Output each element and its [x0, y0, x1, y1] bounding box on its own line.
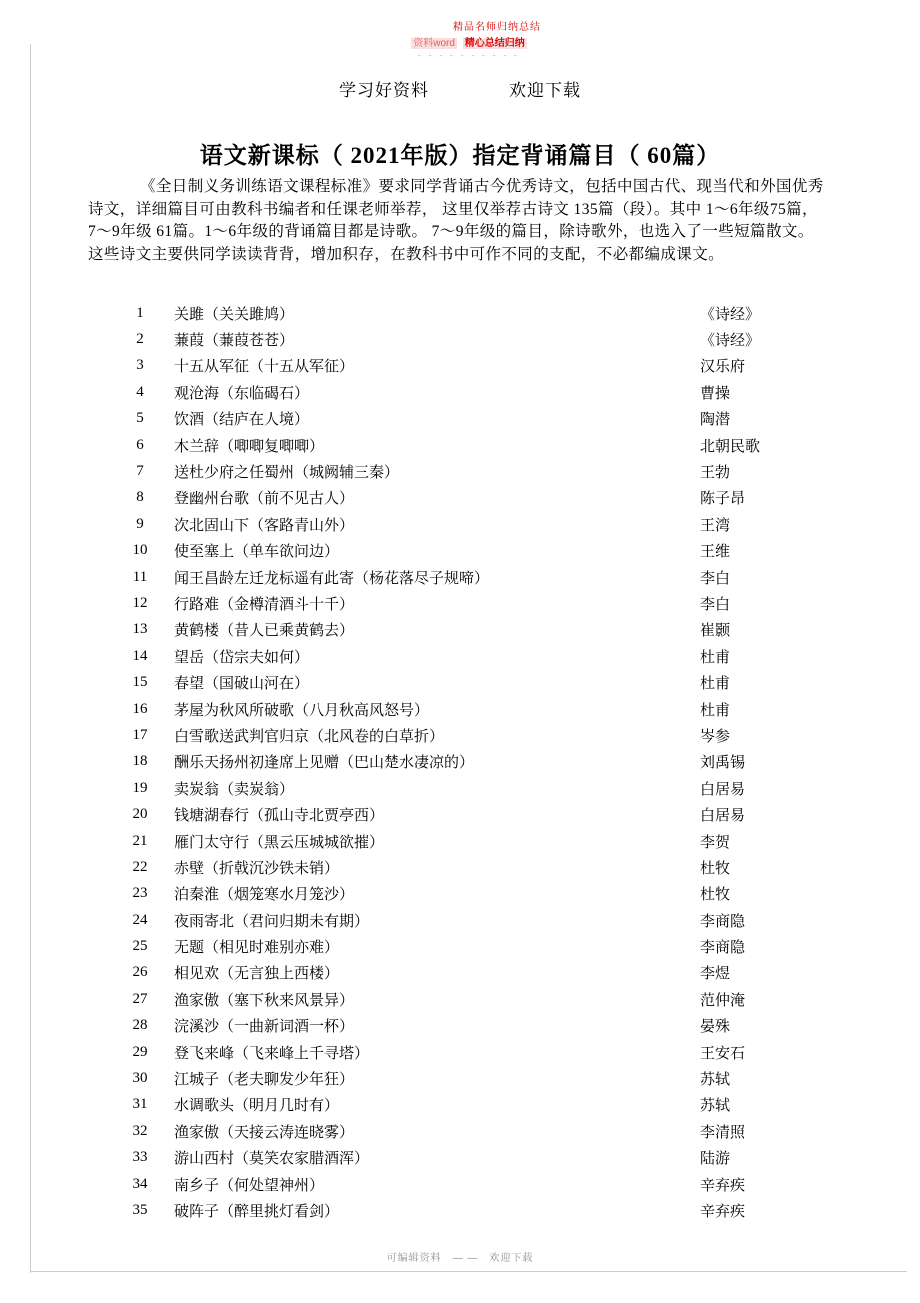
poem-title: 泊秦淮（烟笼寒水月笼沙） — [174, 887, 355, 904]
poem-author: 陆游 — [700, 1151, 731, 1168]
poem-number: 35 — [132, 1201, 148, 1218]
list-item — [0, 749, 920, 775]
watermark-line2 — [0, 38, 920, 51]
poem-number: 31 — [132, 1096, 148, 1113]
poem-author: 苏轼 — [700, 1072, 731, 1089]
list-item — [0, 1145, 920, 1171]
poem-author: 李煜 — [700, 966, 731, 983]
list-item — [0, 1013, 920, 1039]
list-item — [0, 379, 920, 405]
poem-number: 12 — [132, 594, 148, 611]
poem-author: 王维 — [700, 544, 731, 561]
poem-title: 水调歌头（明月几时有） — [174, 1098, 340, 1115]
list-item — [0, 300, 920, 326]
poem-author: 李白 — [700, 596, 731, 613]
poem-number: 25 — [132, 938, 148, 955]
poem-title: 饮酒（结庐在人境） — [174, 412, 310, 429]
poem-number: 24 — [132, 911, 148, 928]
watermark — [0, 22, 920, 61]
poem-number: 29 — [132, 1043, 148, 1060]
poem-author: 李贺 — [700, 834, 731, 851]
watermark-tag-word: 资料word — [413, 37, 455, 49]
poem-author: 杜甫 — [700, 649, 731, 666]
list-item — [0, 511, 920, 537]
poem-author: 杜牧 — [700, 887, 731, 904]
poem-number: 27 — [132, 990, 148, 1007]
poem-author: 王勃 — [700, 465, 731, 482]
poem-author: 范仲淹 — [700, 992, 746, 1009]
intro-line: 诗文，详细篇目可由教科书编者和任课老师举荐， 这里仅举荐古诗文 135篇（段）。其中 1～6年级75篇， — [88, 200, 818, 218]
list-item — [0, 538, 920, 564]
list-item — [0, 696, 920, 722]
poem-author: 晏殊 — [700, 1019, 731, 1036]
list-item — [0, 669, 920, 695]
page-bottom-border — [30, 1271, 907, 1272]
list-item — [0, 1065, 920, 1091]
poem-title: 木兰辞（唧唧复唧唧） — [174, 438, 325, 455]
poem-title: 破阵子（醉里挑灯看剑） — [174, 1203, 340, 1220]
poem-title: 酬乐天扬州初逢席上见赠（巴山楚水凄凉的） — [174, 755, 475, 772]
poem-author: 《诗经》 — [700, 306, 761, 323]
poem-title: 次北固山下（客路青山外） — [174, 517, 355, 534]
poem-author: 白居易 — [700, 781, 746, 798]
poem-title: 登幽州台歌（前不见古人） — [174, 491, 355, 508]
poem-number: 3 — [136, 357, 144, 374]
poem-title: 望岳（岱宗夫如何） — [174, 649, 310, 666]
poem-number: 10 — [132, 542, 148, 559]
page-header — [0, 76, 920, 101]
poem-number: 15 — [132, 674, 148, 691]
poem-title: 卖炭翁（卖炭翁） — [174, 781, 295, 798]
watermark-line1: 精品名师归纳总结 — [453, 22, 541, 33]
poem-number: 20 — [132, 806, 148, 823]
header-left-text: 学习好资料 — [339, 81, 429, 100]
poem-author: 王安石 — [700, 1045, 746, 1062]
poem-number: 13 — [132, 621, 148, 638]
poem-number: 33 — [132, 1149, 148, 1166]
list-item — [0, 617, 920, 643]
list-item — [0, 353, 920, 379]
poem-author: 白居易 — [700, 808, 746, 825]
poem-number: 8 — [136, 489, 144, 506]
poem-title: 关雎（关关雎鸠） — [174, 306, 295, 323]
list-item — [0, 458, 920, 484]
list-item — [0, 590, 920, 616]
poem-author: 陶潜 — [700, 412, 731, 429]
poem-title: 十五从军征（十五从军征） — [174, 359, 355, 376]
page-title: 语文新课标（ 2021年版）指定背诵篇目（ 60篇） — [199, 143, 721, 168]
poem-title: 浣溪沙（一曲新词酒一杯） — [174, 1019, 355, 1036]
poem-author: 苏轼 — [700, 1098, 731, 1115]
list-item — [0, 1197, 920, 1223]
poem-number: 34 — [132, 1175, 148, 1192]
poem-author: 李清照 — [700, 1124, 746, 1141]
poem-number: 5 — [136, 410, 144, 427]
poem-author: 辛弃疾 — [700, 1203, 746, 1220]
poem-number: 26 — [132, 964, 148, 981]
poem-author: 杜牧 — [700, 860, 731, 877]
poem-number: 32 — [132, 1122, 148, 1139]
poem-author: 岑参 — [700, 728, 731, 745]
list-item — [0, 881, 920, 907]
poem-author: 曹操 — [700, 385, 731, 402]
poem-title: 蒹葭（蒹葭苍苍） — [174, 333, 295, 350]
poem-title: 赤壁（折戟沉沙铁未销） — [174, 860, 340, 877]
poem-number: 2 — [136, 331, 144, 348]
poem-title: 相见欢（无言独上西楼） — [174, 966, 340, 983]
poem-number: 11 — [132, 568, 148, 585]
poem-number: 22 — [132, 858, 148, 875]
list-item — [0, 432, 920, 458]
poem-title: 行路难（金樽清酒斗十千） — [174, 596, 355, 613]
poem-author: 北朝民歌 — [700, 438, 761, 455]
poem-title: 渔家傲（天接云涛连晓雾） — [174, 1124, 355, 1141]
poem-author: 刘禹锡 — [700, 755, 746, 772]
poem-title: 渔家傲（塞下秋来风景异） — [174, 992, 355, 1009]
watermark-tag-summary: 精心总结归纳 — [464, 37, 525, 49]
poem-number: 28 — [132, 1017, 148, 1034]
list-item — [0, 828, 920, 854]
poem-title: 使至塞上（单车欲问边） — [174, 544, 340, 561]
list-item — [0, 1092, 920, 1118]
list-item — [0, 564, 920, 590]
poem-author: 杜甫 — [700, 676, 731, 693]
list-item — [0, 722, 920, 748]
poem-title: 钱塘湖春行（孤山寺北贾亭西） — [174, 808, 385, 825]
poem-number: 21 — [132, 832, 148, 849]
poem-title: 送杜少府之任蜀州（城阙辅三秦） — [174, 465, 400, 482]
poem-title: 无题（相见时难别亦难） — [174, 940, 340, 957]
header-right-text: 欢迎下载 — [509, 81, 581, 100]
intro-line: 7～9年级 61篇。1～6年级的背诵篇目都是诗歌。 7～9年级的篇目，除诗歌外，也选入了一些短篇散文。 — [88, 223, 814, 240]
poem-number: 4 — [136, 383, 144, 400]
poem-title: 茅屋为秋风所破歌（八月秋高风怒号） — [174, 702, 430, 719]
poem-author: 杜甫 — [700, 702, 731, 719]
poem-title: 黄鹤楼（昔人已乘黄鹤去） — [174, 623, 355, 640]
poem-title: 南乡子（何处望神州） — [174, 1177, 325, 1194]
poem-number: 6 — [136, 436, 144, 453]
poem-title: 春望（国破山河在） — [174, 676, 310, 693]
poem-author: 《诗经》 — [700, 333, 761, 350]
page-footer: 可编辑资料 — — 欢迎下载 — [386, 1253, 534, 1264]
poem-number: 23 — [132, 885, 148, 902]
list-item — [0, 1118, 920, 1144]
intro-line: 这些诗文主要供同学读读背背，增加积存，在教科书中可作不同的支配，不必都编成课文。 — [88, 245, 725, 263]
list-item — [0, 933, 920, 959]
list-item — [0, 1039, 920, 1065]
list-item — [0, 643, 920, 669]
poem-title: 雁门太守行（黑云压城城欲摧） — [174, 834, 385, 851]
list-item — [0, 775, 920, 801]
list-item — [0, 986, 920, 1012]
watermark-dashes: - - - - - - - - - - — [418, 51, 520, 60]
poem-title: 闻王昌龄左迁龙标遥有此寄（杨花落尽子规啼） — [174, 570, 490, 587]
poem-title: 游山西村（莫笑农家腊酒浑） — [174, 1151, 370, 1168]
poem-number: 7 — [136, 463, 144, 480]
poem-title: 江城子（老夫聊发少年狂） — [174, 1072, 355, 1089]
list-item — [0, 326, 920, 352]
poem-number: 18 — [132, 753, 148, 770]
poem-title: 登飞来峰（飞来峰上千寻塔） — [174, 1045, 370, 1062]
poem-title: 白雪歌送武判官归京（北风卷的白草折） — [174, 728, 445, 745]
poem-number: 17 — [132, 726, 148, 743]
poem-author: 李商隐 — [700, 940, 746, 957]
poem-number: 16 — [132, 700, 148, 717]
poem-number: 9 — [136, 515, 144, 532]
poem-author: 王湾 — [700, 517, 731, 534]
poem-number: 1 — [136, 304, 144, 321]
list-item — [0, 801, 920, 827]
poem-title: 观沧海（东临碣石） — [174, 385, 310, 402]
poem-list — [0, 300, 920, 1224]
poem-author: 汉乐府 — [700, 359, 746, 376]
list-item — [0, 960, 920, 986]
list-item — [0, 406, 920, 432]
intro-paragraph — [88, 176, 838, 266]
poem-number: 30 — [132, 1070, 148, 1087]
list-item — [0, 907, 920, 933]
intro-line: 《全日制义务训练语文课程标准》要求同学背诵古今优秀诗文，包括中国古代、现当代和外国优秀 — [140, 178, 824, 195]
poem-author: 陈子昂 — [700, 491, 746, 508]
poem-author: 辛弃疾 — [700, 1177, 746, 1194]
poem-number: 14 — [132, 647, 148, 664]
poem-number: 19 — [132, 779, 148, 796]
list-item — [0, 485, 920, 511]
list-item — [0, 1171, 920, 1197]
poem-author: 李白 — [700, 570, 731, 587]
poem-title: 夜雨寄北（君问归期未有期） — [174, 913, 370, 930]
poem-author: 崔颢 — [700, 623, 731, 640]
poem-author: 李商隐 — [700, 913, 746, 930]
list-item — [0, 854, 920, 880]
